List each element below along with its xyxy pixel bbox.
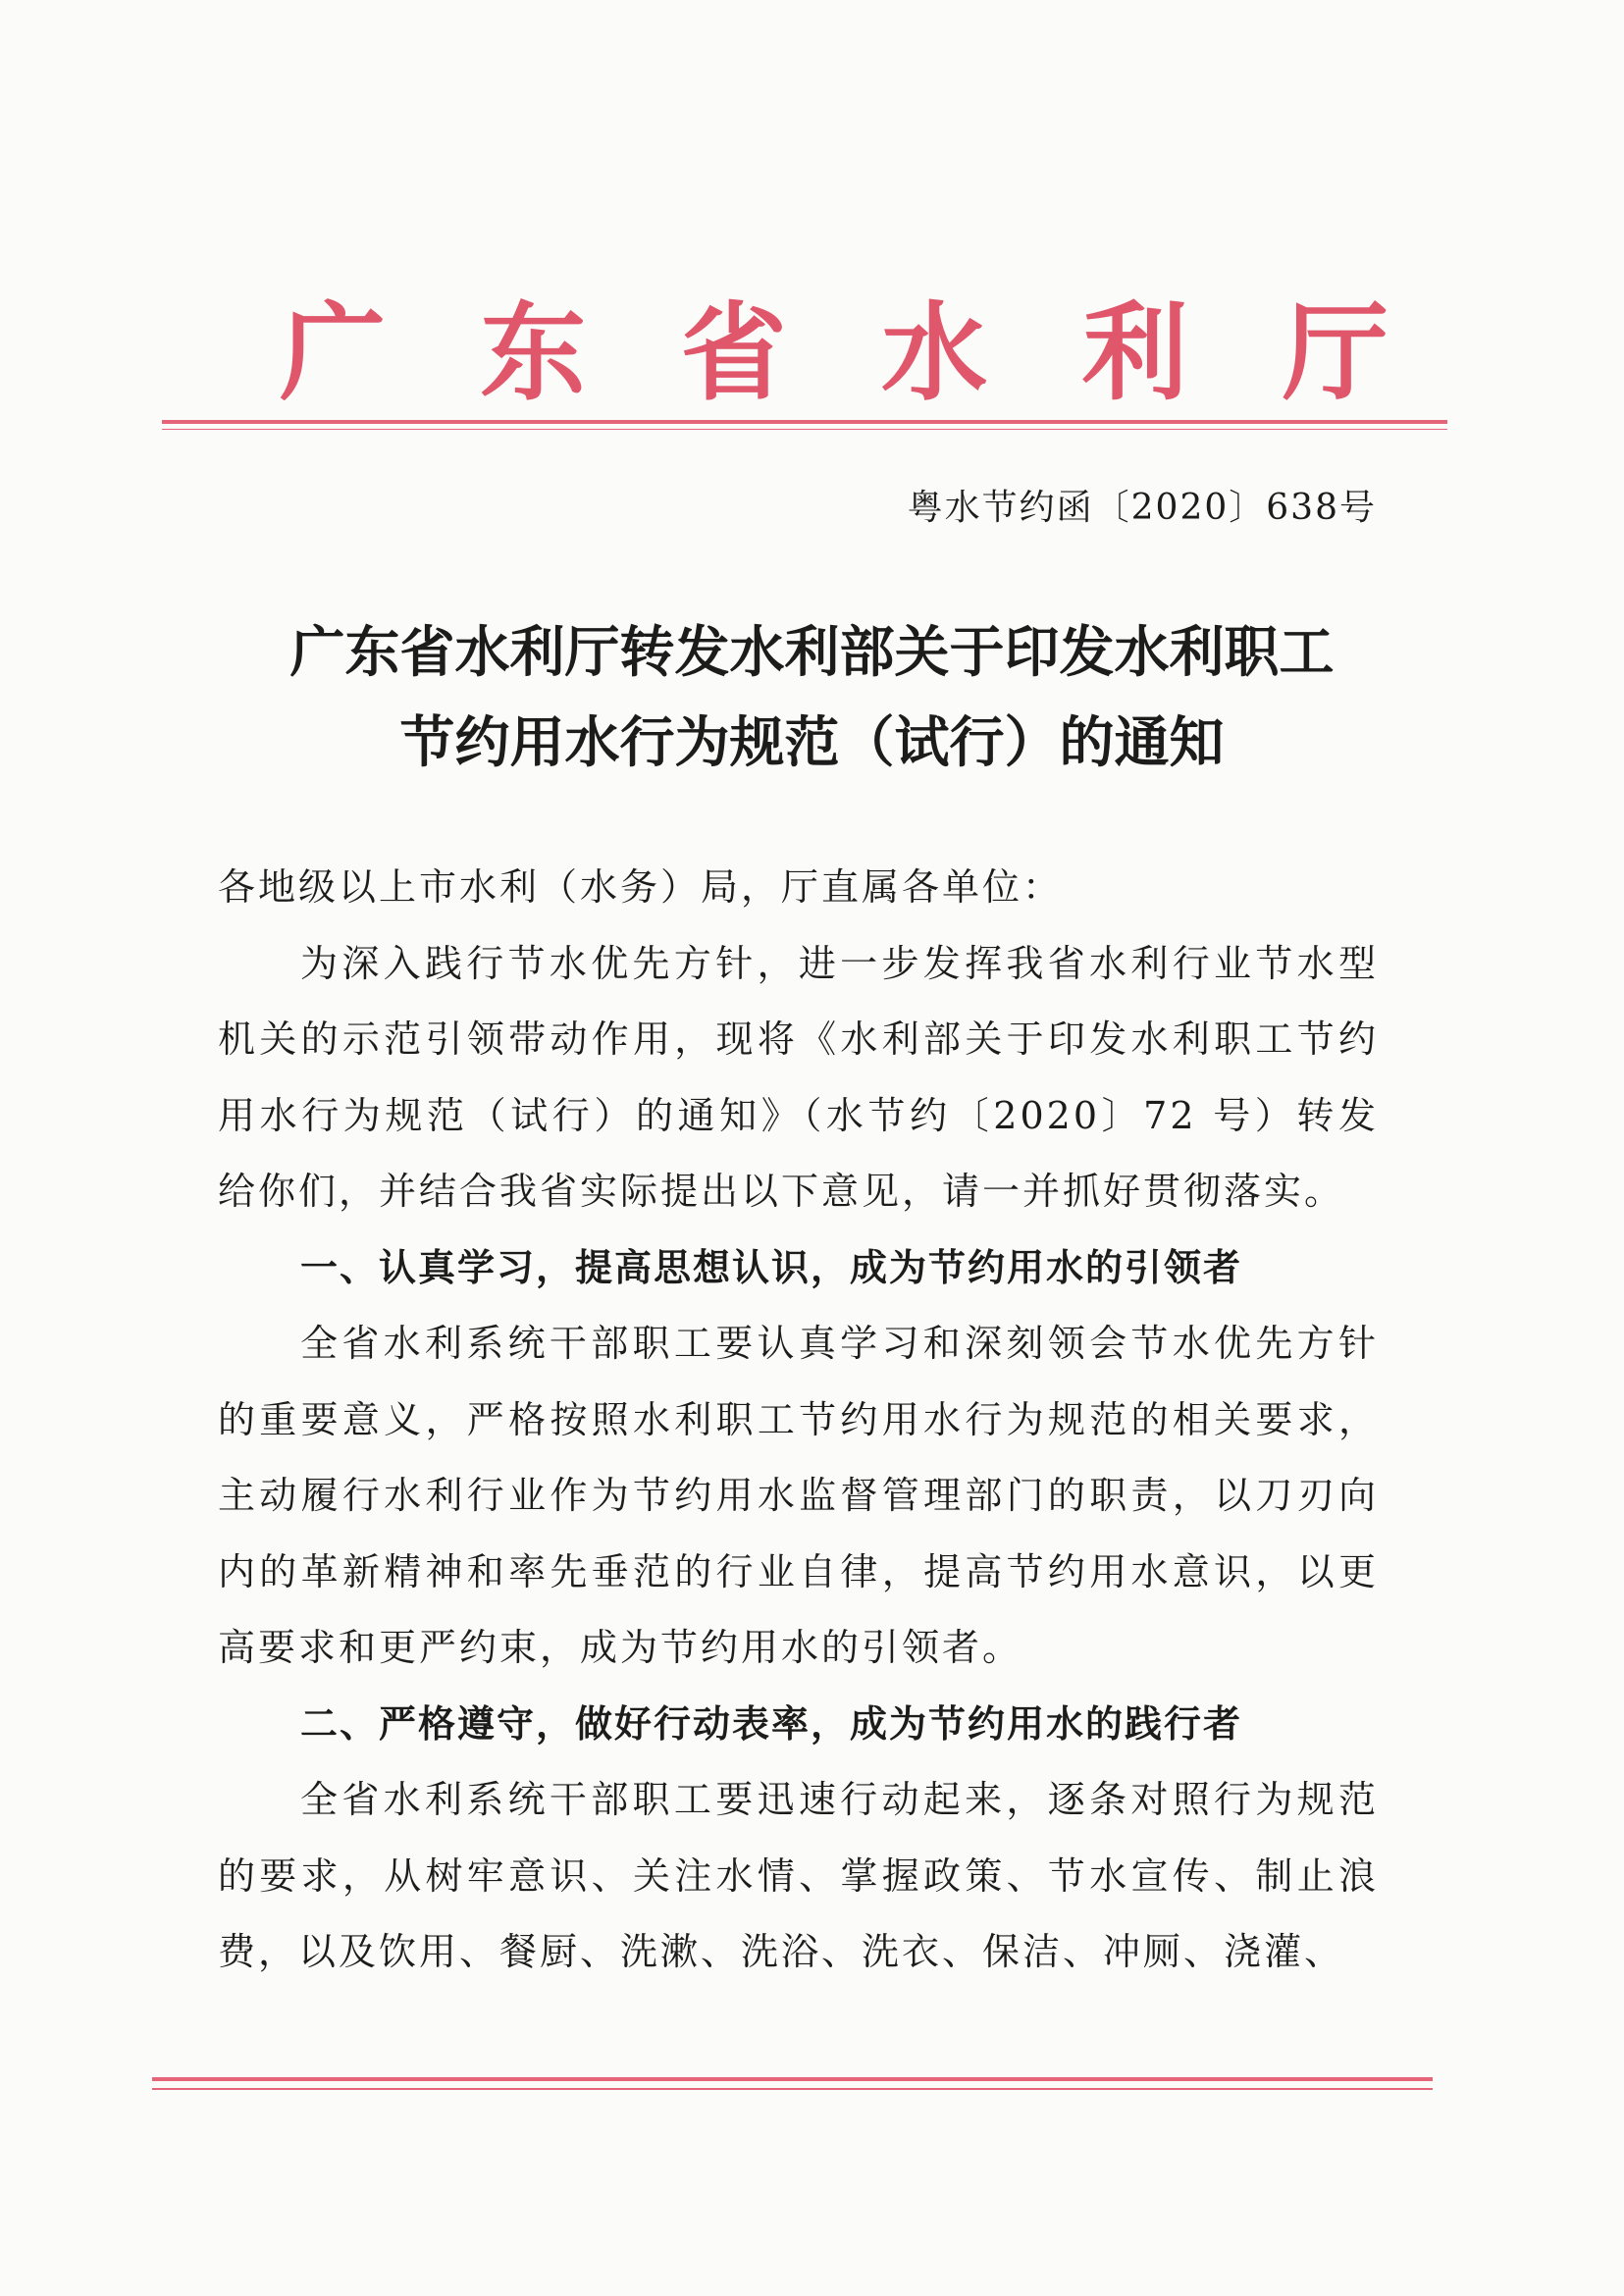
title-line-2: 节约用水行为规范（试行）的通知 — [399, 711, 1225, 775]
document-body — [218, 850, 1379, 1991]
title-line-1: 广东省水利厅转发水利部关于印发水利职工 — [289, 621, 1335, 685]
masthead-char: 利 — [1081, 291, 1188, 415]
intro-paragraph: 为深入践行节水优先方针，进一步发挥我省水利行业节水型机关的示范引领带动作用，现将《水利部关于印发水利职工节约用水行为规范（试行）的通知》（水节约〔2020〕72 号）转发给你们，并结合我省实际提出以下意见，请一并抓好贯彻落实。 — [218, 941, 1379, 1213]
section-2-paragraph: 全省水利系统干部职工要迅速行动起来，逐条对照行为规范的要求，从树牢意识、关注水情、掌握政策、节水宣传、制止浪费，以及饮用、餐厨、洗漱、洗浴、洗衣、保洁、冲厕、浇灌、 — [218, 1778, 1379, 1973]
issuing-authority-masthead — [162, 291, 1447, 415]
section-1-paragraph: 全省水利系统干部职工要认真学习和深刻领会节水优先方针的重要意义，严格按照水利职工节约用水行为规范的相关要求，主动履行水利行业作为节约用水监督管理部门的职责，以刀刃向内的革新精神和率先垂范的行业自律，提高节约用水意识，以更高要求和更严约束，成为节约用水的引领者。 — [218, 1322, 1379, 1669]
salutation: 各地级以上市水利（水务）局，厅直属各单位： — [218, 865, 1064, 909]
masthead-char: 厅 — [1282, 291, 1388, 415]
masthead-red-rule — [162, 420, 1447, 424]
section-1-heading: 一、认真学习，提高思想认识，成为节约用水的引领者 — [300, 1245, 1243, 1289]
document-number: 粤水节约函〔2020〕638号 — [907, 488, 1377, 528]
section-2-heading: 二、严格遵守，做好行动表率，成为节约用水的践行者 — [300, 1701, 1243, 1746]
footer-red-rule — [152, 2077, 1433, 2081]
masthead-char: 省 — [680, 291, 787, 415]
footer-red-rule-thin — [152, 2088, 1433, 2090]
masthead-red-rule-thin — [162, 429, 1447, 430]
masthead-char: 广 — [280, 291, 387, 415]
masthead-char: 水 — [881, 291, 988, 415]
masthead-char: 东 — [480, 291, 587, 415]
document-title — [196, 608, 1428, 789]
